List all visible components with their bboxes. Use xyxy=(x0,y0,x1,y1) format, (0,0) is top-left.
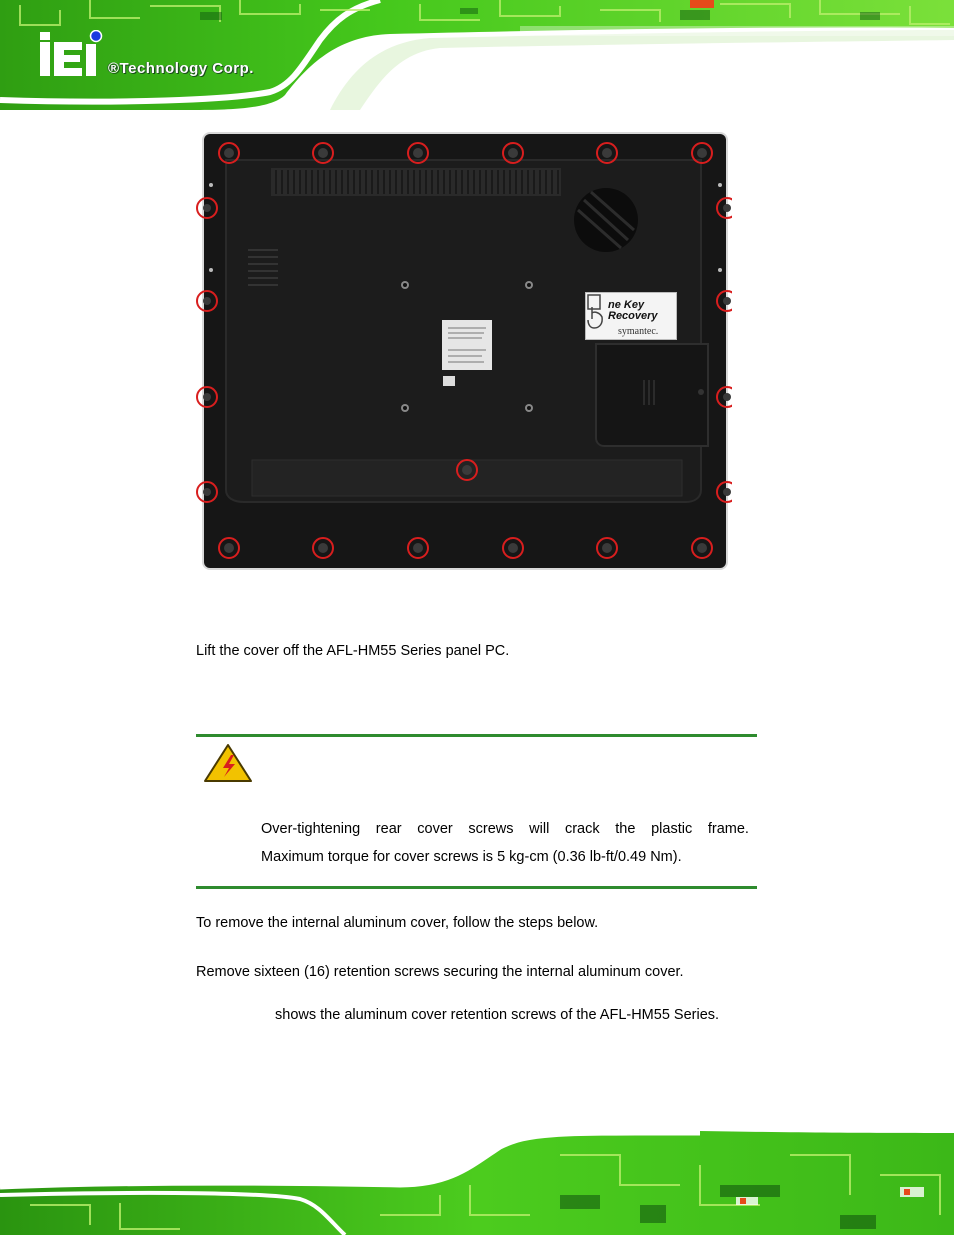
rear-panel-photo xyxy=(196,130,732,572)
warning-word: screws xyxy=(468,821,514,837)
warning-rule-bottom xyxy=(196,886,757,889)
warning-rule-top xyxy=(196,734,757,737)
warning-word: Over-tightening xyxy=(261,821,361,837)
step-remove-screws: Remove sixteen (16) retention screws securing the internal aluminum cover. xyxy=(196,964,684,980)
company-logo xyxy=(36,30,296,84)
footer-banner xyxy=(0,1125,954,1235)
panel-pc-rear-image xyxy=(196,130,732,572)
hand-icon xyxy=(586,293,606,331)
warning-word: rear xyxy=(375,821,402,837)
circuit-board-footer xyxy=(0,1125,954,1235)
step-lift-cover: Lift the cover off the AFL-HM55 Series panel PC. xyxy=(196,643,510,659)
iei-logo-icon xyxy=(36,30,108,78)
warning-line-2: Maximum torque for cover screws is 5 kg-cm (0.36 lb-ft/0.49 Nm). xyxy=(261,849,682,865)
warning-word: crack xyxy=(564,821,600,837)
warning-word: plastic xyxy=(651,821,693,837)
warning-word: the xyxy=(615,821,636,837)
warning-word: frame. xyxy=(707,821,749,837)
warning-word: will xyxy=(529,821,550,837)
one-key-recovery-label xyxy=(585,292,677,340)
figure-reference-text: shows the aluminum cover retention screws of the AFL-HM55 Series. xyxy=(275,1007,720,1023)
warning-triangle-icon xyxy=(203,743,253,783)
warning-message xyxy=(261,815,749,871)
warning-word: cover xyxy=(417,821,453,837)
warning-line-1 xyxy=(261,815,749,843)
company-name: ®Technology Corp. xyxy=(108,60,254,77)
header-banner xyxy=(0,0,954,112)
intro-paragraph: To remove the internal aluminum cover, follow the steps below. xyxy=(196,915,599,931)
label-text: ne Key Recovery xyxy=(608,299,658,322)
label-brand: symantec. xyxy=(618,326,659,337)
